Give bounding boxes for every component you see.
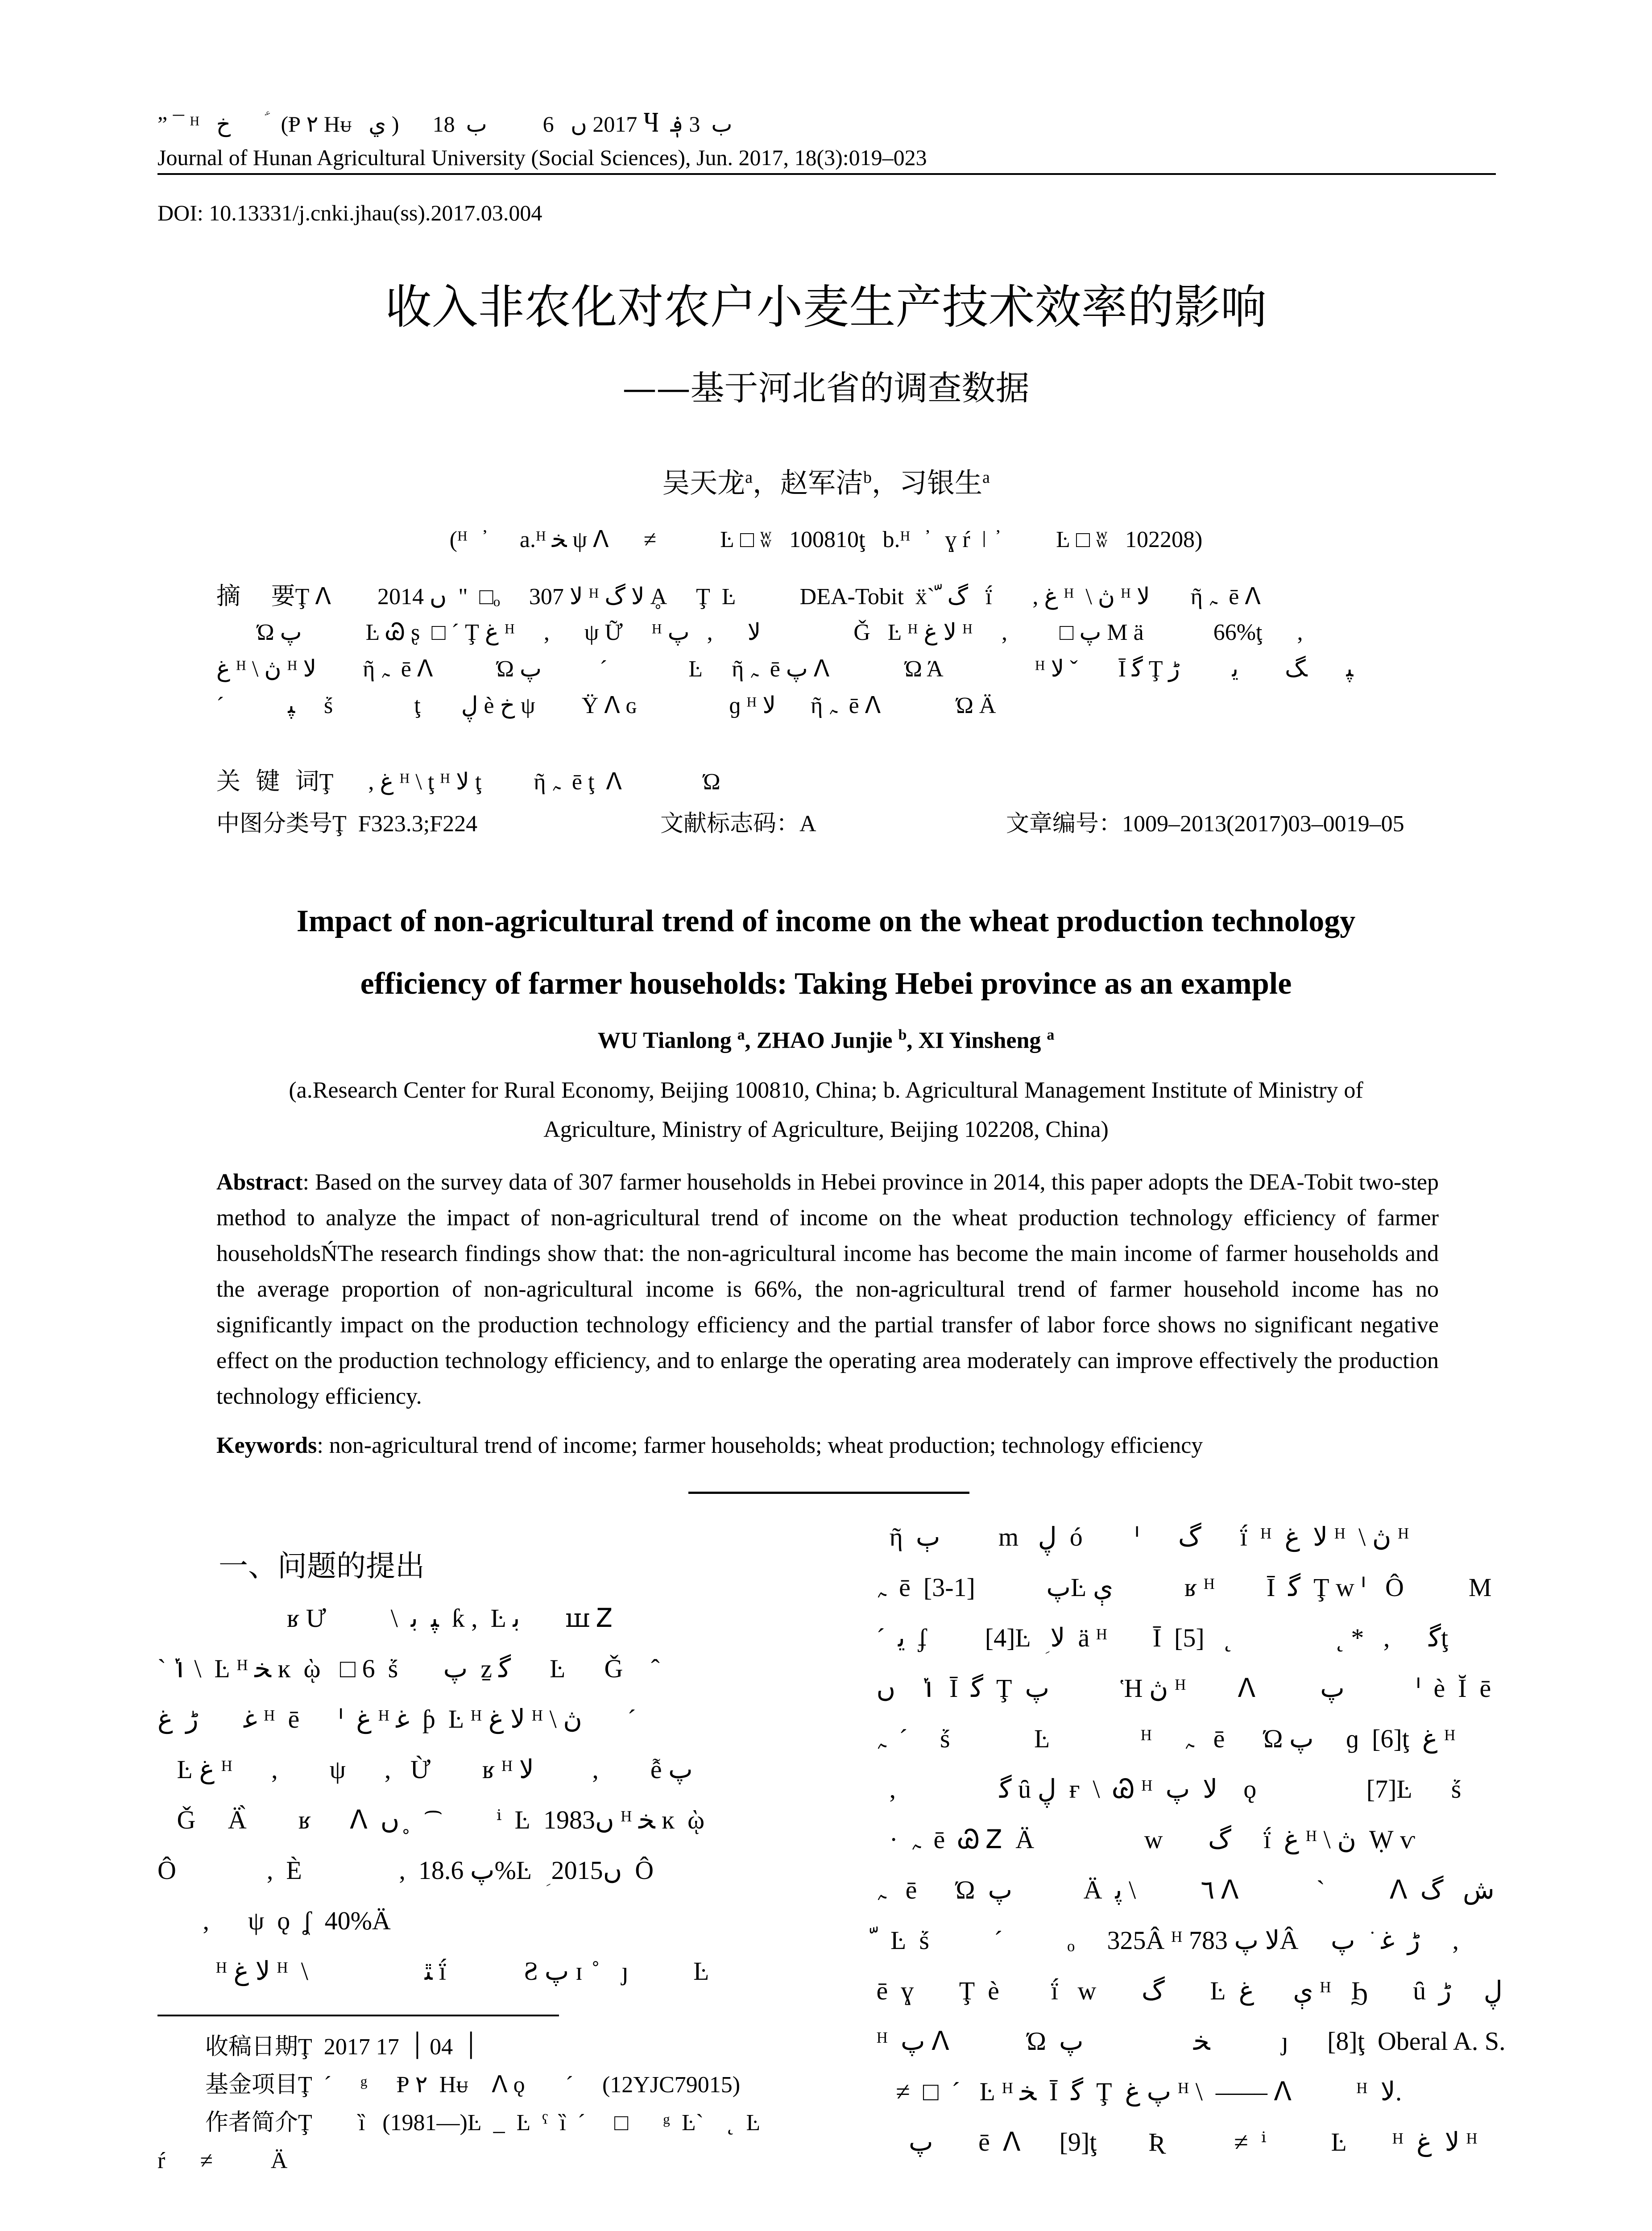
keywords-cn-label: 关 键 词: [216, 767, 319, 795]
abstract-cn-line: ´ ﭙ ṥ ţ ڸ è خ ψ Ÿ ᐱ ɢ ɡ ᴴ ﻻ ῆ ﮧ ē ᐱ Ώ Ä: [216, 693, 996, 718]
body-line: ᴴ ﻻ غ ᴴ \ ﭥ ḯ Ƨ ﭖ ɪ ̊ ȷ Ŀ: [157, 1957, 709, 1986]
body-line: ﭖ ē ᐱ [9]ţ Ʀ ≠ ⁱ Ŀ ᴴ ﻻ غ ᴴ: [870, 2127, 1478, 2156]
body-line: ῆ ﭒ m ڸ ó ᑊ ﮒ ḯ ᴴ ﻻ غ ᴴ \ ڽ ᴴ: [870, 1522, 1409, 1551]
body-line: ē ɣ Ţ è ḯ w ﮒ Ŀ ې غ ᴴ Ϧ ȗ ڸ ڑ: [870, 1976, 1503, 2005]
body-line: ݳ ں Ῑ ﮔ Ţ ﭖ Ἡ ڽ ᴴ ᐱ ﭖ ᑊ è Ῐ ē: [870, 1674, 1491, 1703]
author-cn: 习银生: [899, 466, 983, 499]
authors-en: WU Tianlong $^a$, ZHAO Junjie $^b$, XI Yinsheng $^a$: [597, 1027, 1055, 1053]
section-separator: [688, 1492, 969, 1494]
body-line: Ŀ غ ᴴ , ψ , Ừ ʁ ᴴ ﻻ , ễ ﭖ: [157, 1755, 693, 1784]
author-en-affil-mark: a: [737, 1027, 745, 1043]
keywords-cn: [216, 763, 1439, 800]
author-bio-label: 作者简介: [205, 2109, 298, 2136]
subtitle-cn: ——基于河北省的调查数据: [622, 368, 1030, 408]
body-line: ʁ Ư \ ﭙ ﺑ ƙ , Ŀ ﺑ ꟺ Ꮓ: [157, 1604, 613, 1633]
doi: DOI: 10.13331/j.cnki.jhau(ss).2017.03.004: [157, 200, 542, 225]
affiliation-en: [0, 1071, 1652, 1149]
author-en-affil-mark: b: [898, 1027, 907, 1043]
body-line: ´ ﯾ ʄ [4]Ŀ ؚ ﻻ ä ᴴ Ῑ ﮔ , * ˛ ˛ [5]ţ: [870, 1623, 1449, 1652]
abstract-cn-text: Ţ ᐱ 2014 ں " □ₒ 307 ﻻ ᴴ ﻻ ﮒ Ḁ Ţ Ŀ DEA-Tobit ẍ` ّ ﮒ ḯ , غ ᴴ \ ڽ ᴴ ﻻ ῆ ﮧ ē ᐱ: [295, 584, 1261, 610]
title-en-line: efficiency of farmer households: Taking Hebei province as an example: [360, 966, 1292, 1001]
title-en: [0, 890, 1652, 1015]
keywords-en-text: : non-agricultural trend of income; farmer households; wheat production; technology efficiency: [317, 1433, 1203, 1458]
affiliation-cn: (ᴴ ҆ a.ᴴ ﺨ ψ ᐱ ≠ Ŀ □ ʬ 100810ţ b.ᴴ ҆ ɣ ŕ ǀ ҆ Ŀ □ ʬ 102208): [449, 527, 1203, 552]
author-bio-value: Ţ ȉ (1981—)Ŀ _ Ŀ ˤ ȉ ´ □ ᵍ Ŀ` ˛ Ŀ: [298, 2110, 761, 2136]
document-code-label: 文献标志码：: [660, 810, 800, 837]
footnote-fund: [205, 2066, 830, 2104]
body-line: ﮧ ē ﭖ [1-3]Ŀ ې ʁ ᴴ Ῑ ﮔ Ţ w ᑊ Ô Μ: [870, 1573, 1492, 1602]
received-label: 收稿日期: [205, 2033, 298, 2060]
body-line: Ô , È , ﭖ 18.6%Ŀ ؚ 2015ں Ô: [157, 1856, 654, 1885]
article-number-value: 1009–2013(2017)03–0019–05: [1122, 811, 1404, 837]
affiliation-en-line: (a.Research Center for Rural Economy, Beijing 100810, China; b. Agricultural Management Institute of Ministry of: [289, 1078, 1363, 1103]
title-cn: 收入非农化对农户小麦生产技术效率的影响: [385, 280, 1267, 334]
author-cn-affil-mark: b: [863, 468, 872, 487]
body-line: · ﮧ ē Ꮚ Ꮓ Ä w ﮒ ḯ غ ᴴ \ ڽ Ẉ ѵ: [870, 1825, 1416, 1854]
author-cn-affil-mark: a: [982, 468, 990, 487]
author-en-affil-mark: a: [1047, 1027, 1055, 1043]
abstract-en-label: Abstract: [216, 1169, 303, 1195]
body-line: , ﮔ ȗ ڸ ғ \ Ꮚ ᴴ ﻻ ﭖ ǫ [7]Ŀ ṥ: [870, 1775, 1462, 1804]
footnote-received: [205, 2028, 830, 2066]
author-en: XI Yinsheng: [918, 1028, 1041, 1053]
abstract-en: [216, 1165, 1439, 1414]
author-cn: 吴天龙: [662, 466, 745, 499]
clc-number: [216, 805, 477, 842]
author-en: WU Tianlong: [597, 1028, 732, 1053]
keywords-en-label: Keywords: [216, 1433, 317, 1458]
body-line: , ψ ǫ ʆ 40%Ä: [157, 1906, 391, 1935]
abstract-cn: [216, 578, 1439, 724]
clc-value: Ţ F323.3;F224: [332, 811, 478, 837]
abstract-cn-line: غ ᴴ \ ڽ ᴴ ﻻ ῆ ﮧ ē ᐱ Ώ ﭖ ´ Ŀ ῆ ﮧ ē ﭖ ᐱ Ώ Ά ᴴ ﻻ ˇ Ῑ ﮔ Ţ ﭙ ﮓ ﯾ ڑ: [216, 656, 1354, 682]
body-line: ` ݳ \ Ŀ ᴴ ﺨ ĸ ῲ □ 6 ṥ ﭖ ẕ ﮔ Ŀ Ǧ ̂: [157, 1654, 655, 1683]
body-right-column: [870, 1512, 1506, 2167]
body-line: Ǧ Ä̀ ʁ ᐱ ں ̥ ͡ ⁱ Ŀ 1983ں ᴴ ﺨ ĸ ῲ: [157, 1805, 705, 1834]
clc-label: 中图分类号: [216, 810, 333, 837]
author-cn: 赵军洁: [780, 466, 863, 499]
article-number-label: 文章编号：: [1006, 810, 1122, 837]
abstract-cn-line: Ώ ﭖ Ŀ Ꮚ ʂ □ ´ Ţ غ ᴴ , ψ Ữ ᴴ ﻻ , ﭖ Ǧ Ŀ ᴴ ﻻ غ ᴴ , □ ﭖ Μ ä 66%ţ ,: [216, 620, 1303, 645]
abstract-en-text: : Based on the survey data of 307 farmer households in Hebei province in 2014, this paper adopts the DEA-Tobit two-step method to analyze the impact of non-agricultural trend of income on the wheat production technology efficiency of farmer householdsŃThe research findings show that: the non-agricultural income has become the main income of farmer households and the average proportion of non-agricultural income is 66%, the non-agricultural trend of farmer household income has no significantly impact on the production technology efficiency and the partial transfer of labor force shows no significant negative effect on the production technology efficiency, and to enlarge the operating area moderately can improve effectively the production technology efficiency.: [216, 1169, 1439, 1409]
footnote-rule: [157, 2015, 559, 2016]
running-header-journal-cn: ” ¯ ᴴ خ ؑ (Ᵽ ۲ Hᵾ ي ) 2017 ں 6 ب 18 Ⴗ ب 3 ؋: [157, 112, 733, 137]
fund-value: Ţ ´ ᵍ Ᵽ ۲ Hᵾ ᐱ ǫ ´ (12YJC79015): [298, 2072, 741, 2098]
body-line: ᴴ ﭖ ᐱ Ώ ﺨ ﭖ ȷ [8]ţ Oberal A. S.: [870, 2027, 1506, 2056]
body-line: ﻏ ڑ غ ᴴ ē ᑊ غ ᴴ ﻏ ƥ Ŀ ᴴ ﻻ غ ᴴ \ ڽ ´: [157, 1704, 636, 1733]
title-en-line: Impact of non-agricultural trend of income on the wheat production technology: [296, 904, 1356, 938]
authors-cn: [0, 457, 1652, 503]
body-line: ≠ □ ´ Ŀ ᴴ ﺨ Ῑ ﮔ Ţ ﭖ غ ᴴ \ ‒‒‒‒ ᐱ ᴴ ﻻ.: [870, 2077, 1402, 2106]
affiliation-en-line: Agriculture, Ministry of Agriculture, Beijing 102208, China): [543, 1117, 1109, 1142]
footnote-author: [205, 2104, 830, 2142]
abstract-cn-label: 摘 要: [216, 582, 295, 610]
abstract-cn-line: [216, 578, 1439, 614]
fund-label: 基金项目: [205, 2071, 298, 2098]
body-line: ﮧ ´ ṥ Ŀ ᴴ ﮧ ē Ώ ﭖ ɡ [6]ţ غ ᴴ: [870, 1724, 1456, 1753]
document-code-value: A: [799, 811, 816, 837]
author-separator: ，: [752, 466, 780, 499]
keywords-en: [216, 1428, 1439, 1464]
document-code: [660, 805, 816, 842]
received-value: Ţ 2017 ׀ 04 ׀ 17: [298, 2034, 478, 2060]
body-line: ّ Ŀ ṥ ´ ₒ 325Â ᴴ ﻻ ﭖ 783Â ڑ ﻏ ͘ ﭖ ,: [870, 1926, 1459, 1955]
footnote-author-continued: ŕ ≠ Ä: [157, 2148, 288, 2173]
body-left-column: [157, 1593, 804, 1996]
article-number: [1006, 805, 1404, 842]
author-en: ZHAO Junjie: [756, 1028, 893, 1053]
author-separator: ，: [872, 466, 900, 499]
footnotes: [157, 2028, 830, 2180]
section-heading: 一、问题的提出: [219, 1549, 425, 1583]
keywords-cn-text: Ţ , غ ᴴ \ ţ ᴴ ﻻ ţ ῆ ﮧ ē ţ ᐱ Ώ: [319, 769, 720, 795]
author-cn-affil-mark: a: [745, 468, 753, 487]
running-header-journal-en: Journal of Hunan Agricultural University (Social Sciences), Jun. 2017, 18(3):019–023: [157, 145, 927, 170]
body-line: ﮧ ē Ώ ﭖ Ä ٦ \ ﭘ ᐱ ` ᐱ ش ﮒ: [870, 1875, 1495, 1904]
header-rule: [157, 173, 1496, 175]
classification-row: [216, 805, 1439, 842]
